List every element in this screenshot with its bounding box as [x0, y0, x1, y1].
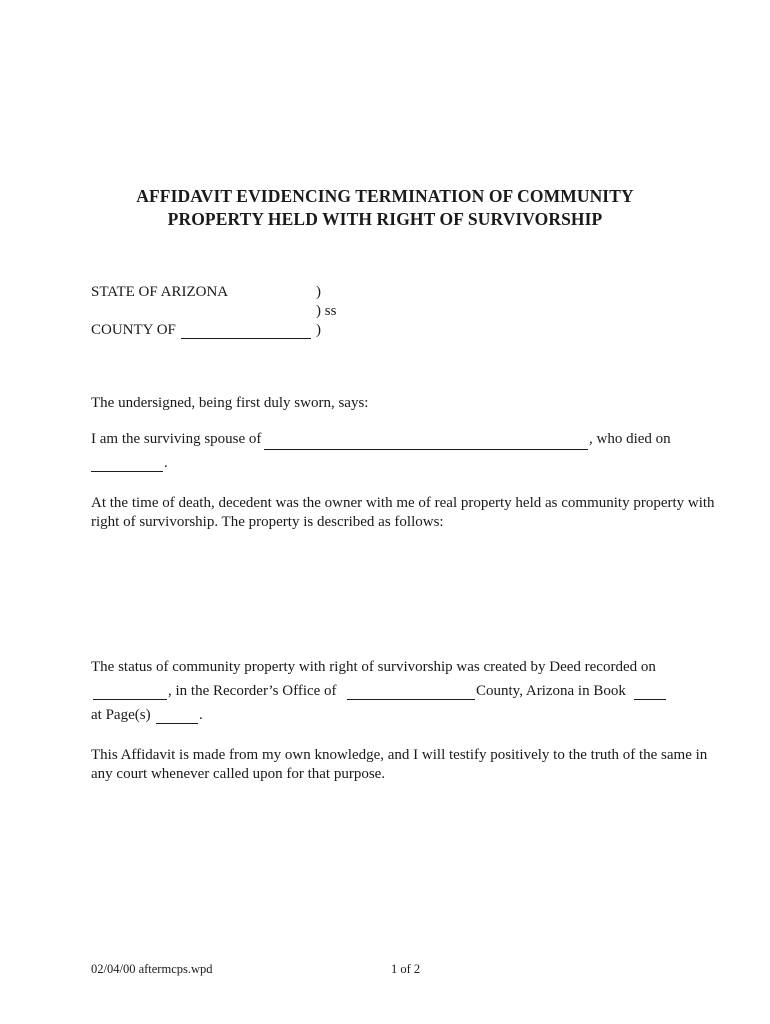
document-title-line-1: AFFIDAVIT EVIDENCING TERMINATION OF COMMUNITY	[136, 186, 634, 206]
sworn-statement: The undersigned, being first duly sworn, says:	[91, 395, 369, 411]
state-label: STATE OF ARIZONA	[91, 284, 229, 300]
status-line-1: The status of community property with right of survivorship was created by Deed recorded on	[91, 659, 656, 675]
recording-county-blank[interactable]	[347, 685, 475, 700]
venue-paren-3: )	[316, 322, 321, 338]
deed-date-blank[interactable]	[93, 685, 167, 700]
footer-file-info: 02/04/00 aftermcps.wpd	[91, 962, 213, 976]
county-blank[interactable]	[181, 324, 311, 339]
county-book-text: County, Arizona in Book	[476, 683, 626, 699]
venue-paren-1: )	[316, 284, 321, 300]
spouse-suffix: , who died on	[589, 431, 671, 447]
book-number-blank[interactable]	[634, 685, 666, 700]
footer-page-number: 1 of 2	[391, 962, 421, 976]
death-paragraph-line-2: right of survivorship. The property is described as follows:	[91, 514, 444, 530]
page-number-blank[interactable]	[156, 709, 198, 724]
knowledge-line-1: This Affidavit is made from my own knowledge, and I will testify positively to the truth of the same in	[91, 747, 708, 763]
page-prefix: at Page(s)	[91, 707, 151, 723]
document-title-line-2: PROPERTY HELD WITH RIGHT OF SURVIVORSHIP	[167, 209, 603, 229]
county-label: COUNTY OF	[91, 322, 176, 338]
death-date-blank[interactable]	[91, 457, 163, 472]
page-period: .	[199, 707, 203, 723]
recorded-in-text: , in the Recorder’s Office of	[168, 683, 337, 699]
knowledge-line-2: any court whenever called upon for that purpose.	[91, 766, 386, 782]
death-date-period: .	[164, 455, 168, 471]
spouse-prefix: I am the surviving spouse of	[91, 431, 262, 447]
decedent-name-blank[interactable]	[264, 435, 588, 450]
death-paragraph-line-1: At the time of death, decedent was the owner with me of real property held as community property with	[91, 495, 715, 511]
venue-ss: ) ss	[316, 303, 337, 319]
